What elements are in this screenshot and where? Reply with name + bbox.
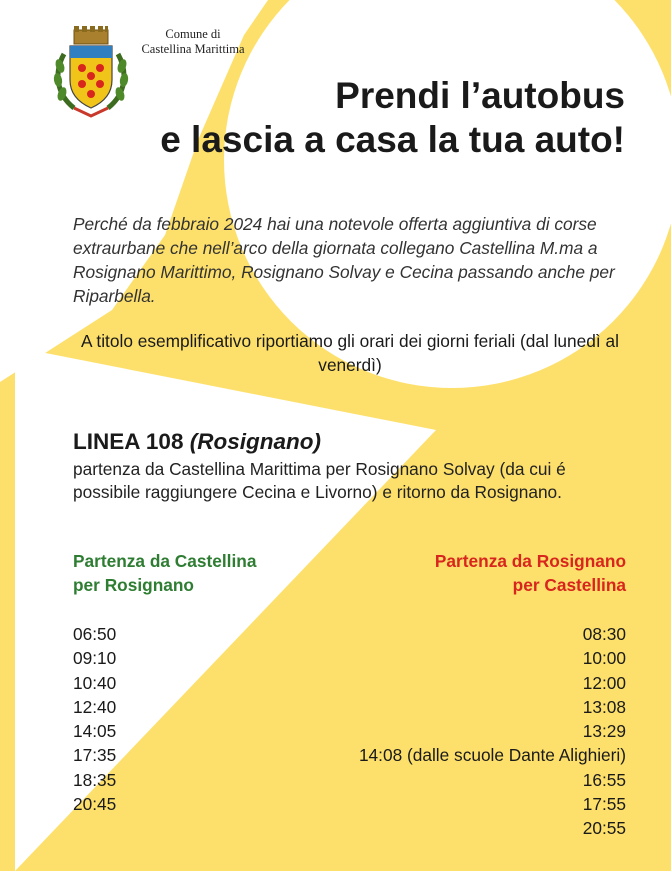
intro-paragraph: Perché da febbraio 2024 hai una notevole offerta aggiuntiva di corse extraurbane che nell’arco della giornata collegano Castellina M.ma a Rosignano Marittimo, Rosignano Solvay e Cecina passando anche per Riparbella. [73, 214, 615, 306]
line-description: partenza da Castellina Marittima per Rosignano Solvay (da cui é possibile raggiungere Cecina e Livorno) e ritorno da Rosignano. [73, 459, 566, 502]
time-entry: 06:50 [73, 624, 117, 644]
comune-line2: Castellina Marittima [141, 42, 245, 56]
time-entry: 14:05 [73, 721, 117, 742]
rosignano-heading-line2: per Castellina [512, 575, 626, 595]
castellina-heading-line2: per Rosignano [73, 575, 194, 595]
time-entry: 16:55 [582, 769, 626, 790]
castellina-departures-heading [73, 549, 256, 597]
time-entry: 18:35 [73, 769, 117, 790]
headline-line1: Prendi l’autobus [335, 75, 625, 116]
weekday-note: A titolo esemplificativo riportiamo gli orari dei giorni feriali (dal lunedì al venerdì) [81, 331, 619, 375]
time-entry: 20:55 [582, 818, 626, 839]
time-entry: 09:10 [73, 648, 117, 669]
castellina-times-list [73, 622, 116, 816]
time-entry: 20:45 [73, 794, 117, 815]
line-title [73, 428, 321, 456]
time-entry: 12:00 [582, 672, 626, 693]
comune-line1: Comune di [165, 27, 221, 41]
time-entry: 10:40 [73, 672, 117, 693]
time-entry: 13:08 [582, 696, 626, 717]
rosignano-departures-heading [435, 549, 626, 597]
castellina-heading-line1: Partenza da Castellina [73, 551, 257, 571]
time-entry: 08:30 [582, 624, 626, 644]
rosignano-heading-line1: Partenza da Rosignano [434, 551, 626, 571]
time-entry: 13:29 [582, 721, 626, 742]
time-entry: 17:55 [582, 794, 626, 815]
line-number: LINEA 108 [73, 429, 184, 454]
time-entry: 14:08 (dalle scuole Dante Alighieri) [358, 745, 626, 766]
line-name: (Rosignano) [189, 429, 321, 454]
comune-name [128, 27, 258, 57]
time-entry: 10:00 [582, 648, 626, 669]
headline [160, 74, 625, 162]
time-entry: 17:35 [73, 745, 117, 766]
crest-icon [52, 24, 130, 120]
headline-line2: e lascia a casa la tua auto! [160, 119, 625, 160]
rosignano-times-list [359, 622, 626, 841]
time-entry: 12:40 [73, 696, 117, 717]
